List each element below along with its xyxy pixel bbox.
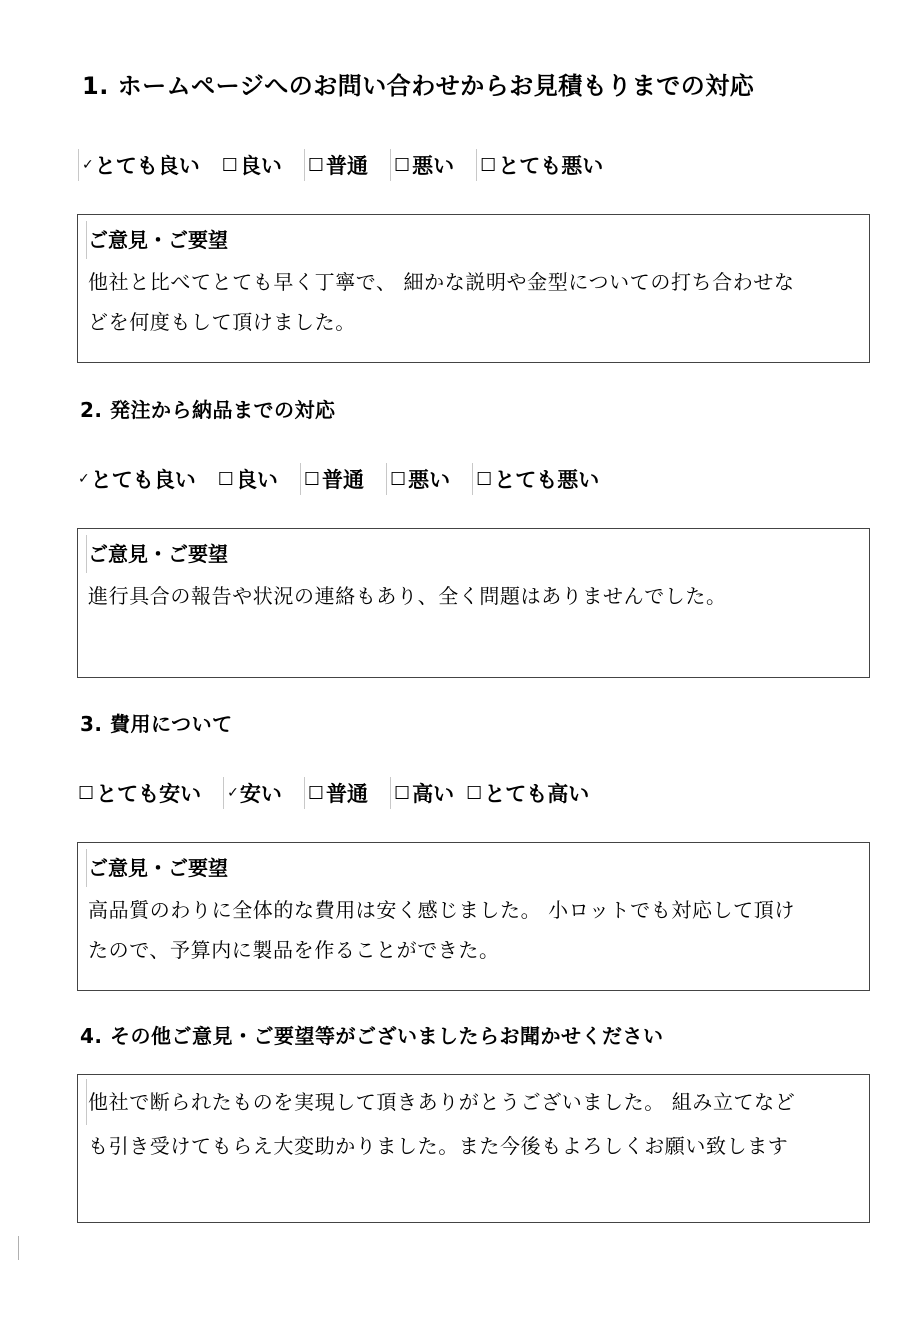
comment-line: 他社と比べてとても早く丁寧で、 細かな説明や金型についての打ち合わせな — [88, 270, 795, 294]
checkbox-icon: ☐ — [78, 782, 95, 804]
checkbox-icon: ☐ — [480, 154, 497, 176]
section2-rating-options — [78, 462, 621, 496]
section1-option-very-bad[interactable] — [476, 149, 603, 181]
section3-option-very-cheap[interactable] — [78, 778, 201, 808]
section2-option-bad[interactable] — [386, 463, 450, 495]
comment-line: たので、予算内に製品を作ることができた。 — [88, 938, 500, 962]
section2-option-good[interactable] — [218, 464, 278, 494]
comment-line: 進行具合の報告や状況の連絡もあり、全く問題はありませんでした。 — [88, 584, 727, 608]
guide-line — [304, 149, 305, 181]
section1-option-normal[interactable] — [304, 149, 368, 181]
section3-option-very-expensive[interactable] — [466, 778, 589, 808]
section2-option-very-good[interactable] — [78, 464, 196, 494]
section1-comment-box[interactable] — [77, 214, 870, 363]
option-label: とても悪い — [494, 468, 600, 492]
option-label: 悪い — [412, 154, 455, 178]
option-label: 良い — [239, 154, 282, 178]
comment-heading: ご意見・ご要望 — [86, 221, 859, 259]
option-label: 普通 — [322, 468, 365, 492]
section1-option-very-good[interactable] — [78, 149, 200, 181]
comment-line: も引き受けてもらえ大変助かりました。また今後もよろしくお願い致します — [88, 1134, 789, 1158]
section3-option-normal[interactable] — [304, 777, 368, 809]
guide-line — [390, 777, 391, 809]
option-label: とても悪い — [498, 154, 604, 178]
comment-line: どを何度もして頂けました。 — [88, 310, 356, 334]
section3-option-expensive[interactable] — [390, 777, 454, 809]
section3-rating-options — [78, 776, 611, 810]
checkmark-icon: ✓ — [82, 157, 94, 173]
guide-line — [390, 149, 391, 181]
guide-line — [223, 777, 224, 809]
section3-title: 3. 費用について — [80, 712, 233, 736]
section1-title: 1. ホームページへのお問い合わせからお見積もりまでの対応 — [82, 72, 755, 100]
section2-option-normal[interactable] — [300, 463, 364, 495]
option-label: 普通 — [326, 782, 369, 806]
section4-title: 4. その他ご意見・ご要望等がございましたらお聞かせください — [80, 1024, 664, 1048]
guide-line — [304, 777, 305, 809]
guide-line — [476, 149, 477, 181]
guide-line — [78, 149, 79, 181]
section4-comment-box[interactable] — [77, 1074, 870, 1223]
option-label: 安い — [239, 782, 282, 806]
checkmark-icon: ✓ — [227, 785, 239, 801]
section1-option-bad[interactable] — [390, 149, 454, 181]
checkbox-icon: ☐ — [307, 154, 325, 176]
option-label: 高い — [412, 782, 455, 806]
checkbox-icon: ☐ — [303, 468, 321, 490]
comment-heading: ご意見・ご要望 — [86, 849, 859, 887]
option-label: とても良い — [94, 154, 200, 178]
checkbox-icon: ☐ — [217, 468, 234, 490]
section2-comment-box[interactable] — [77, 528, 870, 678]
comment-line: 他社で断られたものを実現して頂きありがとうございました。 組み立てなど — [86, 1079, 859, 1125]
guide-line — [300, 463, 301, 495]
option-label: とても高い — [484, 782, 590, 806]
comment-heading: ご意見・ご要望 — [86, 535, 859, 573]
option-label: とても良い — [90, 468, 196, 492]
checkbox-icon: ☐ — [476, 468, 493, 490]
margin-guide-mark — [18, 1236, 19, 1260]
section3-comment-box[interactable] — [77, 842, 870, 991]
section2-option-very-bad[interactable] — [472, 463, 599, 495]
guide-line — [386, 463, 387, 495]
checkmark-icon: ✓ — [78, 471, 90, 487]
section1-rating-options — [78, 148, 625, 182]
checkbox-icon: ☐ — [466, 782, 483, 804]
option-label: 普通 — [326, 154, 369, 178]
option-label: とても安い — [96, 782, 202, 806]
checkbox-icon: ☐ — [221, 154, 238, 176]
comment-line: 高品質のわりに全体的な費用は安く感じました。 小ロットでも対応して頂け — [88, 898, 795, 922]
section3-option-cheap[interactable] — [223, 777, 282, 809]
checkbox-icon: ☐ — [390, 468, 407, 490]
checkbox-icon: ☐ — [394, 782, 411, 804]
section1-option-good[interactable] — [222, 150, 282, 180]
guide-line — [472, 463, 473, 495]
option-label: 良い — [235, 468, 278, 492]
section2-title: 2. 発注から納品までの対応 — [80, 398, 336, 422]
checkbox-icon: ☐ — [394, 154, 411, 176]
checkbox-icon: ☐ — [307, 782, 325, 804]
option-label: 悪い — [408, 468, 451, 492]
